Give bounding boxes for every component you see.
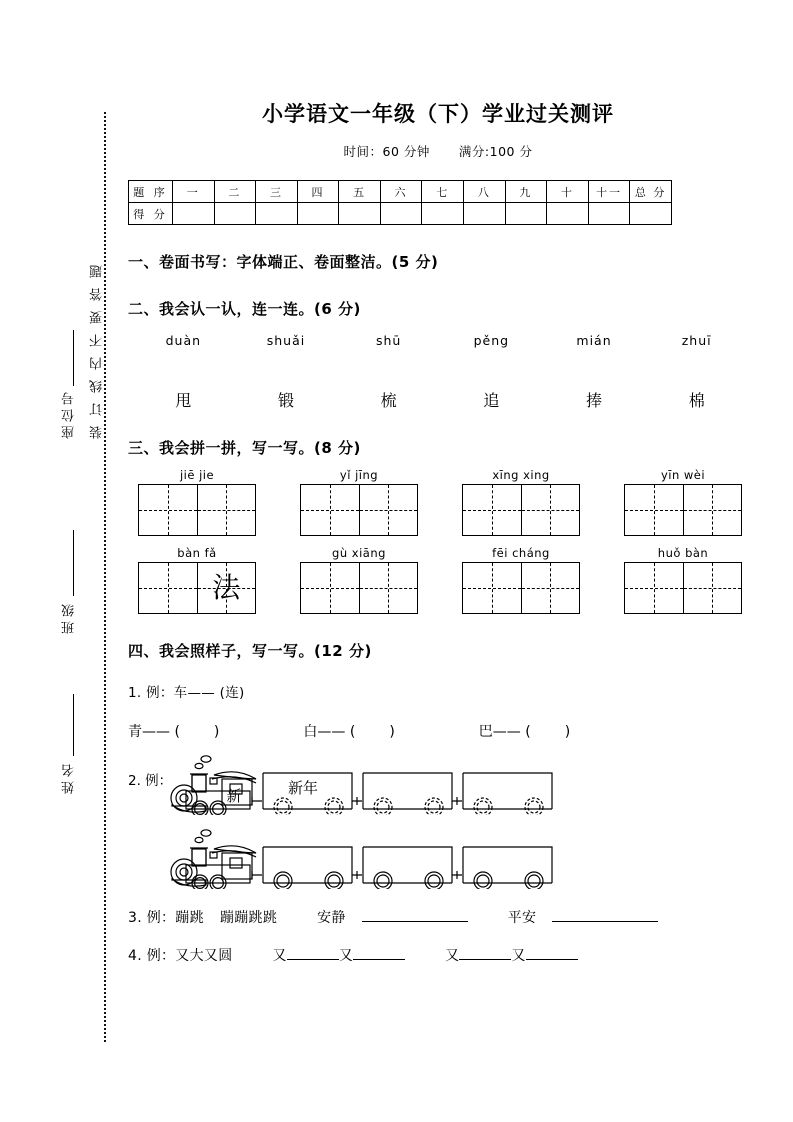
blank-paren-close: ) (389, 724, 395, 740)
item-4-pattern-char: 又 (272, 948, 287, 964)
train-illustration-blank[interactable] (162, 827, 592, 889)
item-3-example: 蹦蹦跳跳 (219, 910, 278, 926)
writing-grid-group (300, 546, 418, 614)
blank-char: 白 (303, 724, 318, 740)
item-3-word-1: 安静 (317, 910, 346, 926)
section-2-hanzi-row (128, 388, 748, 411)
score-table-row-label-score: 得 分 (129, 203, 173, 225)
score-cell-5[interactable] (339, 203, 381, 225)
item-3-word-2: 平安 (507, 910, 537, 926)
blank-dash: —— (142, 724, 170, 740)
score-table-col-2: 二 (214, 181, 256, 203)
score-table-col-11: 十一 (588, 181, 630, 203)
score-cell-1[interactable] (173, 203, 215, 225)
section-4-item-2-answer[interactable] (128, 827, 748, 889)
field-name-line[interactable] (73, 694, 74, 756)
grid-pinyin: yǐ jīng (339, 468, 379, 482)
score-cell-total[interactable] (630, 203, 672, 225)
blank-paren-open: ( (174, 724, 180, 740)
section-1-heading: 一、卷面书写：字体端正、卷面整洁。(5 分) (128, 253, 439, 271)
grid-pinyin: jiē jie (179, 468, 215, 482)
section-4-item-2-label: 2. 例： (128, 773, 173, 789)
grid-cell[interactable] (198, 485, 256, 535)
train-illustration-example (162, 753, 592, 815)
blank-dash: —— (492, 724, 521, 740)
smoke-puff-icon (195, 763, 203, 768)
pinyin-item: shū (376, 333, 402, 348)
blank-group (128, 721, 219, 741)
pinyin-item: duàn (165, 333, 202, 348)
blank-char: 巴 (478, 724, 493, 740)
grid-pinyin: fēi cháng (492, 546, 550, 560)
score-table-col-8: 八 (464, 181, 506, 203)
field-seat-number-line[interactable] (73, 330, 74, 386)
blank-char: 青 (128, 724, 142, 740)
section-4-item-3 (128, 907, 748, 927)
item-4-label: 4. 例：又大又圆 (128, 948, 233, 964)
item-3-label: 3. 例：蹦跳 (128, 910, 204, 926)
grid-cell[interactable] (139, 485, 198, 535)
grid-cell[interactable] (522, 485, 580, 535)
grid-cell[interactable] (463, 563, 522, 613)
score-table-col-total: 总 分 (630, 181, 672, 203)
item-4-answer-blank-1[interactable] (287, 946, 339, 960)
score-cell-6[interactable] (380, 203, 422, 225)
binding-notice-text: 装订线内不要答题 (90, 255, 105, 439)
score-table-col-3: 三 (256, 181, 298, 203)
section-3-heading: 三、我会拼一拼，写一写。(8 分) (128, 439, 361, 457)
blank-paren-close: ) (213, 724, 220, 740)
field-seat-number-label: 座位号 (62, 388, 77, 439)
grid-pinyin: bàn fǎ (177, 546, 217, 560)
exam-time: 时间：60 分钟 (343, 144, 430, 159)
grid-cell[interactable] (360, 563, 418, 613)
item-3-answer-blank-1[interactable] (362, 908, 468, 922)
exam-total-score: 满分:100 分 (458, 144, 533, 159)
hanzi-item[interactable]: 梳 (380, 391, 397, 410)
tianzige-grid[interactable] (462, 562, 580, 614)
hanzi-item[interactable]: 甩 (175, 391, 192, 410)
writing-grid-group (624, 468, 742, 536)
blank-paren-open: ( (349, 724, 356, 740)
grid-pinyin: yīn wèi (660, 468, 706, 482)
section-3-grid-row-1 (128, 468, 748, 536)
score-table-col-4: 四 (297, 181, 339, 203)
score-table-row-label-question: 题 序 (129, 181, 173, 203)
smoke-puff-icon (201, 830, 211, 836)
score-table-col-7: 七 (422, 181, 464, 203)
blank-paren-close: ) (564, 724, 571, 740)
field-name-label: 姓名 (62, 760, 77, 794)
smoke-puff-icon (201, 756, 211, 762)
binding-margin (0, 0, 120, 1122)
tianzige-grid[interactable] (624, 562, 742, 614)
grid-cell[interactable] (684, 485, 742, 535)
field-class (60, 600, 79, 634)
score-cell-11[interactable] (588, 203, 630, 225)
blank-dash: —— (317, 724, 346, 740)
section-2-pinyin-row (128, 333, 748, 348)
grid-pinyin: gù xiāng (332, 546, 386, 560)
score-cell-2[interactable] (214, 203, 256, 225)
grid-cell-filled[interactable] (198, 563, 256, 613)
score-cell-9[interactable] (505, 203, 547, 225)
item-3-answer-blank-2[interactable] (552, 908, 658, 922)
score-cell-7[interactable] (422, 203, 464, 225)
grid-cell[interactable] (463, 485, 522, 535)
exam-subtitle (128, 142, 748, 160)
score-cell-10[interactable] (547, 203, 589, 225)
section-4-item-4 (128, 945, 748, 965)
grid-cell[interactable] (301, 485, 360, 535)
pinyin-item: zhuī (681, 333, 712, 348)
grid-cell[interactable] (522, 563, 580, 613)
score-table-col-9: 九 (505, 181, 547, 203)
section-3-grid-row-2 (128, 546, 748, 614)
exam-sheet (128, 0, 748, 965)
score-cell-4[interactable] (297, 203, 339, 225)
field-class-label: 班级 (62, 600, 77, 634)
grid-cell-text: 法 (212, 571, 241, 604)
tianzige-grid[interactable] (300, 484, 418, 536)
pinyin-item: pěng (473, 333, 510, 348)
blank-group (479, 721, 570, 741)
tianzige-grid[interactable] (300, 562, 418, 614)
grid-cell[interactable] (684, 563, 742, 613)
tianzige-grid[interactable] (138, 484, 256, 536)
grid-cell[interactable] (139, 563, 198, 613)
grid-pinyin: huǒ bàn (657, 546, 709, 560)
tianzige-grid[interactable] (138, 562, 256, 614)
writing-grid-group (624, 546, 742, 614)
grid-cell[interactable] (360, 485, 418, 535)
section-4-heading: 四、我会照样子，写一写。(12 分) (128, 642, 372, 660)
writing-grid-group (138, 468, 256, 536)
score-table (128, 180, 672, 225)
item-4-answer-blank-3[interactable] (459, 946, 511, 960)
field-name (60, 760, 79, 794)
hanzi-item[interactable]: 追 (483, 391, 500, 410)
score-cell-8[interactable] (464, 203, 506, 225)
page-title: 小学语文一年级（下）学业过关测评 (262, 102, 614, 126)
section-4-item-1-blanks (128, 721, 748, 741)
writing-grid-group (462, 546, 580, 614)
grid-pinyin: xīng xing (492, 468, 550, 482)
score-table-col-10: 十 (547, 181, 589, 203)
hanzi-item[interactable]: 棉 (688, 391, 705, 410)
pinyin-item: mián (576, 333, 612, 348)
item-4-pattern-char: 又 (511, 948, 526, 964)
score-table-header-row (129, 181, 672, 203)
blank-group (303, 721, 394, 741)
score-cell-3[interactable] (256, 203, 298, 225)
field-class-line[interactable] (73, 530, 74, 596)
score-table-value-row (129, 203, 672, 225)
writing-grid-group (300, 468, 418, 536)
tianzige-grid[interactable] (462, 484, 580, 536)
tianzige-grid[interactable] (624, 484, 742, 536)
section-2-heading: 二、我会认一认，连一连。(6 分) (128, 300, 361, 318)
section-4-item-1-label: 1. 例：车—— (连) (128, 685, 245, 701)
blank-paren-open: ( (525, 724, 531, 740)
train-locomotive-text: 新 (226, 787, 242, 805)
grid-cell[interactable] (625, 485, 684, 535)
writing-grid-group (462, 468, 580, 536)
train-car-text: 新年 (287, 779, 319, 797)
field-seat-number (60, 388, 79, 439)
hanzi-item[interactable]: 捧 (586, 391, 603, 410)
grid-cell[interactable] (301, 563, 360, 613)
hanzi-item[interactable]: 锻 (278, 391, 295, 410)
score-table-col-5: 五 (339, 181, 381, 203)
grid-cell[interactable] (625, 563, 684, 613)
writing-grid-group (138, 546, 256, 614)
score-table-col-6: 六 (380, 181, 422, 203)
item-4-answer-blank-4[interactable] (526, 946, 578, 960)
section-4-item-2 (128, 753, 748, 815)
pinyin-item: shuǎi (266, 333, 306, 348)
binding-dotted-line (104, 112, 106, 1042)
item-4-pattern-char: 又 (338, 948, 354, 964)
smoke-puff-icon (195, 837, 203, 842)
score-table-col-1: 一 (173, 181, 215, 203)
item-4-answer-blank-2[interactable] (353, 946, 405, 960)
item-4-pattern-char: 又 (445, 948, 460, 964)
